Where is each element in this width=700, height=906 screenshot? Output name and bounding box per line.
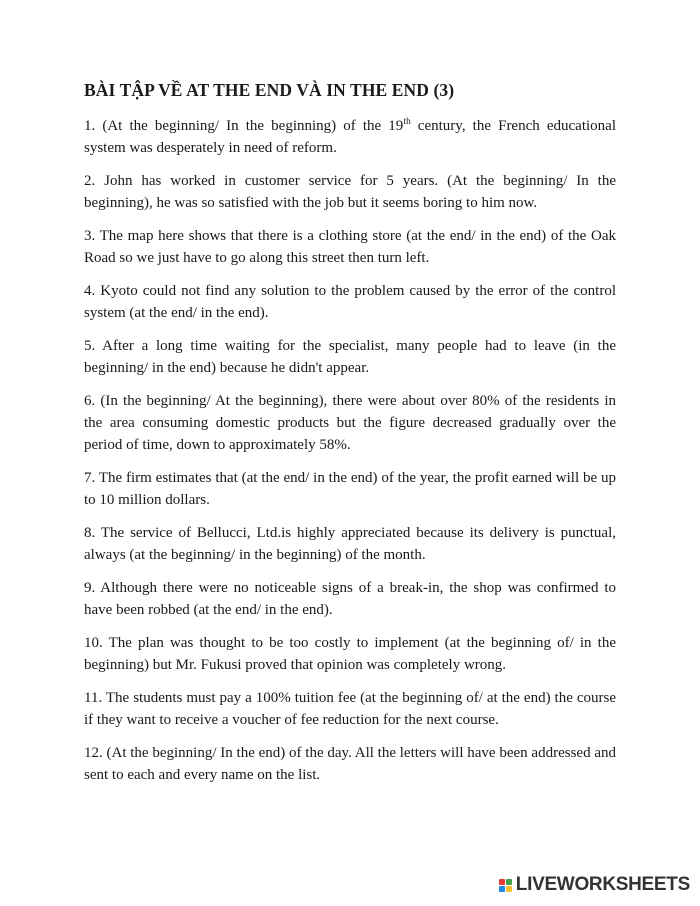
- question-5: 5. After a long time waiting for the specialist, many people had to leave (in the beginning/ in the end) because he didn't appear.: [84, 338, 616, 376]
- question-6: 6. (In the beginning/ At the beginning), there were about over 80% of the residents in the area consuming domestic products but the figure decreased gradually over the period of time, down to approximately 58%.: [84, 393, 616, 453]
- logo-square-green: [506, 879, 512, 885]
- superscript-th: th: [403, 117, 411, 127]
- question-1-text-end: century, the French educational system was desperately in need of reform.: [84, 118, 616, 156]
- worksheet-title: BÀI TẬP VỀ AT THE END VÀ IN THE END (3): [84, 80, 455, 100]
- logo-text: LIVEWORKSHEETS: [515, 874, 690, 895]
- logo-square-yellow: [506, 886, 512, 892]
- question-1: [84, 115, 616, 159]
- question-3: 3. The map here shows that there is a clothing store (at the end/ in the end) of the Oak Road so we just have to go along this street then turn left.: [84, 228, 616, 266]
- question-7: 7. The firm estimates that (at the end/ in the end) of the year, the profit earned will be up to 10 million dollars.: [84, 470, 616, 508]
- question-10: 10. The plan was thought to be too costly to implement (at the beginning of/ in the beginning) but Mr. Fukusi proved that opinion was completely wrong.: [84, 635, 616, 673]
- liveworksheets-logo-icon: [499, 879, 512, 892]
- question-4: 4. Kyoto could not find any solution to the problem caused by the error of the control system (at the end/ in the end).: [84, 283, 616, 321]
- logo-square-blue: [499, 886, 505, 892]
- worksheet-page: [84, 80, 616, 797]
- logo-square-red: [499, 879, 505, 885]
- question-11: 11. The students must pay a 100% tuition fee (at the beginning of/ at the end) the course if they want to receive a voucher of fee reduction for the next course.: [84, 690, 616, 728]
- question-1-text-start: 1. (At the beginning/ In the beginning) of the 19: [84, 118, 404, 134]
- liveworksheets-logo: [499, 874, 690, 896]
- question-12: 12. (At the beginning/ In the end) of the day. All the letters will have been addressed and sent to each and every name on the list.: [84, 745, 616, 783]
- question-9: 9. Although there were no noticeable signs of a break-in, the shop was confirmed to have been robbed (at the end/ in the end).: [84, 580, 616, 618]
- question-2: 2. John has worked in customer service for 5 years. (At the beginning/ In the beginning), he was so satisfied with the job but it seems boring to him now.: [84, 173, 616, 211]
- question-8: 8. The service of Bellucci, Ltd.is highly appreciated because its delivery is punctual, always (at the beginning/ in the beginning) of the month.: [84, 525, 616, 563]
